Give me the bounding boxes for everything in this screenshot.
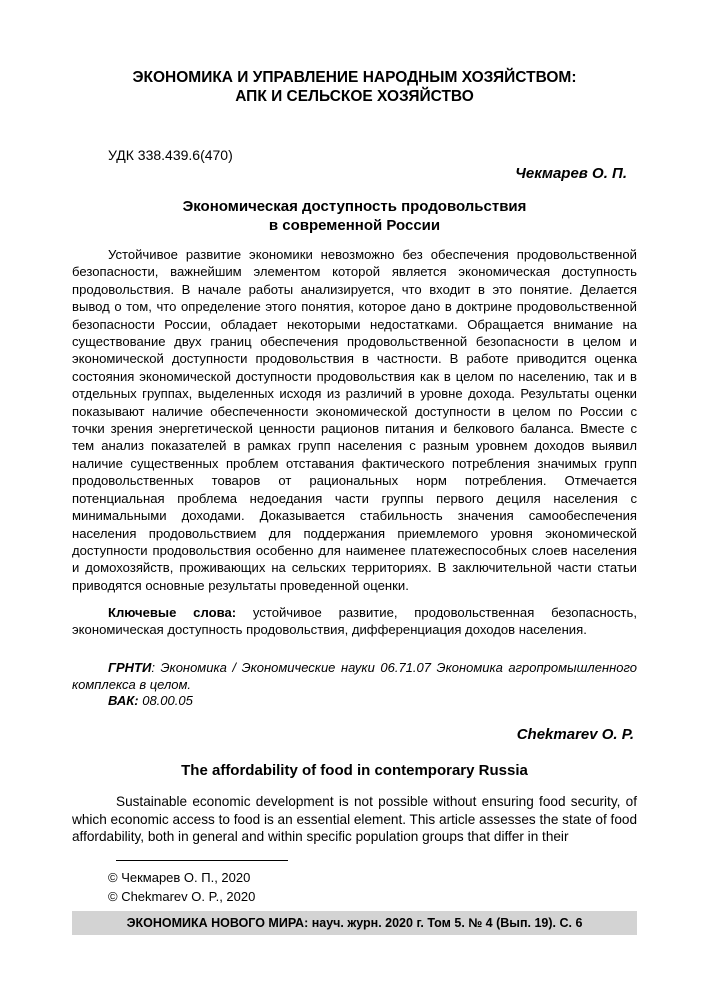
grnti-label: ГРНТИ xyxy=(108,660,152,675)
copyright-en: © Chekmarev O. P., 2020 xyxy=(108,889,256,904)
abstract-ru: Устойчивое развитие экономики невозможно без обеспечения продовольственной безопасности, важнейшим элементом которой является экономическая доступность продовольствия. В начале работы анализируется, что входит в это понятие. Делается вывод о том, что определение этого понятия, которое дано в доктрине продовольственной безопасности России, обладает некоторыми недостатками. Обращается внимание на существование двух границ обеспечения продовольственной безопасности в целом и экономической доступности продовольствия в частности. В работе приводится оценка состояния экономической доступности продовольствия как в целом по населению, так и в отдельных группах, выделенных исходя из различий в уровне дохода. Результаты оценки показывают наличие обеспеченности экономической доступности в целом по России с точки зрения энергетической ценности рационов питания и белкового баланса. Вместе с тем анализ показателей в рамках групп населения с разным уровнем доходов выявил наличие существенных проблем отставания фактического потребления значимых групп продовольственных товаров от рациональных норм потребления. Отмечается потенциальная проблема недоедания части группы первого дециля населения с минимальными доходами. Доказывается стабильность значения самообеспечения населения продовольствием для поддержания приемлемого уровня экономической доступности продовольствия особенно для наименее платежеспособных слоев населения и домохозяйств, проживающих на сельских территориях. В заключительной части статьи приводятся основные результаты проведенной оценки. xyxy=(72,247,637,593)
footnote-divider xyxy=(116,860,288,861)
article-title-ru xyxy=(72,197,637,235)
abstract-en: Sustainable economic development is not possible without ensuring food security, of which economic access to food is an essential element. This article assesses the state of food affordability, both in general and within specific population groups that differ in their xyxy=(72,794,637,844)
vak-label: ВАК: xyxy=(108,693,139,708)
section-header-line2: АПК И СЕЛЬСКОЕ ХОЗЯЙСТВО xyxy=(235,88,474,105)
copyright-ru: © Чекмарев О. П., 2020 xyxy=(108,870,251,885)
author-ru: Чекмарев О. П. xyxy=(515,165,627,182)
article-title-ru-line2: в современной России xyxy=(268,217,441,234)
udk-code: УДК 338.439.6(470) xyxy=(108,147,233,163)
article-title-ru-line1: Экономическая доступность продовольствия xyxy=(182,198,527,215)
author-en: Chekmarev O. P. xyxy=(516,726,634,743)
vak xyxy=(108,693,193,708)
grnti-text: : Экономика / Экономические науки 06.71.07 Экономика агропромышленного комплекса в целом. xyxy=(72,660,637,692)
article-title-en: The affordability of food in contemporary Russia xyxy=(181,762,528,779)
section-header-line1: ЭКОНОМИКА И УПРАВЛЕНИЕ НАРОДНЫМ ХОЗЯЙСТВОМ: xyxy=(132,69,577,86)
keywords-text: устойчивое развитие, продовольственная безопасность, экономическая доступность продовольствия, дифференциация доходов населения. xyxy=(72,605,638,638)
journal-footer xyxy=(72,911,637,935)
journal-footer-text: ЭКОНОМИКА НОВОГО МИРА: науч. журн. 2020 г. Том 5. № 4 (Вып. 19). С. 6 xyxy=(126,916,583,930)
vak-text: 08.00.05 xyxy=(138,693,193,708)
keywords xyxy=(72,604,637,639)
keywords-label: Ключевые слова: xyxy=(108,605,237,620)
grnti xyxy=(72,659,637,693)
section-header xyxy=(72,68,637,106)
